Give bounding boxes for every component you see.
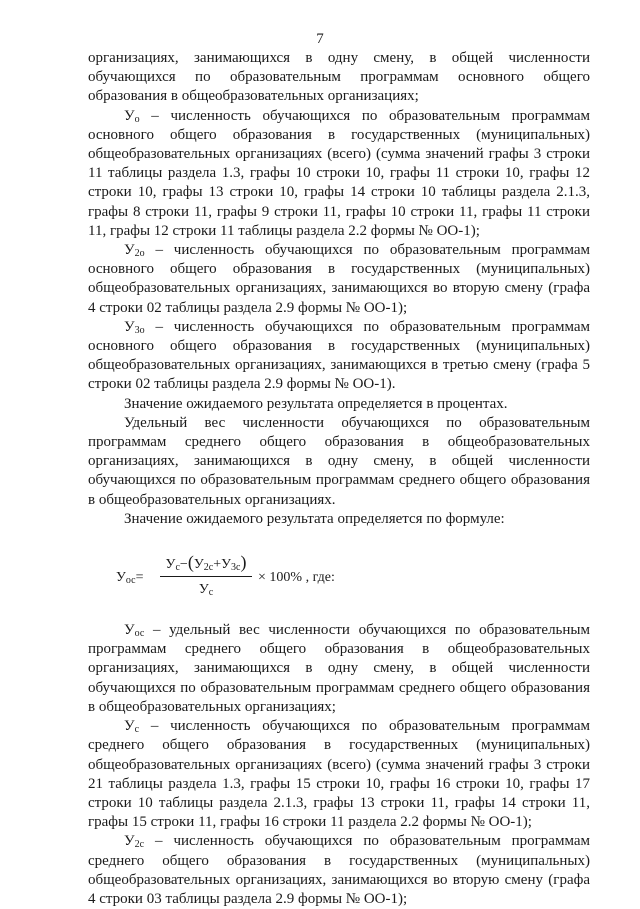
variable-symbol: $У_{3о}$ xyxy=(124,318,145,336)
variable-symbol: $У_о$ xyxy=(124,107,140,125)
paragraph: организациях, занимающихся в одну смену, в общей численности обучающихся по образовательным программам основного общего образования в общеобразовательных организациях; xyxy=(88,50,590,105)
formula-lhs: $У_{ос}=$ xyxy=(116,570,144,587)
definition-paragraph: $У_о$ – численность обучающихся по образовательным программам основного общего образования в государственных (муниципальных) общеобразовательных организациях (всего) (сумма значений графы 3 строки 11 таблицы раздела 1.3, графы 10 строки 10, графы 11 строки 10, графы 12 строки 10, графы 13 строки 10, графы 14 строки 10 таблицы раздела 2.1.3, графы 8 строки 11, графы 9 строки 11, графы 10 строки 11, графы 11 строки 11, графы 12 строки 11 таблицы раздела 2.2 формы № ОО-1); xyxy=(88,107,590,239)
paragraph: Значение ожидаемого результата определяется по формуле: xyxy=(124,510,505,527)
paragraph: Значение ожидаемого результата определяется в процентах. xyxy=(124,395,508,412)
definition-paragraph: $У_с$ – численность обучающихся по образовательным программам среднего общего образования в государственных (муниципальных) общеобразовательных организациях (всего) (сумма значений графы 3 строки 21 таблицы раздела 1.3, графы 15 строки 10, графы 16 строки 10, графы 17 строки 10 таблицы раздела 2.1.3, графы 13 строки 11, графы 14 строки 11, графы 15 строки 11, графы 16 строки 11 раздела 2.2 формы № ОО-1); xyxy=(88,718,590,831)
variable-symbol: $У_{2с}$ xyxy=(124,833,145,851)
paragraph: Удельный вес численности обучающихся по образовательным программам среднего общего образования в общеобразовательных организациях, занимающихся в одну смену, в общей численности обучающихся по образовательным программам среднего общего образования в общеобразовательных организациях. xyxy=(88,414,590,508)
document-body xyxy=(88,49,590,909)
definition-paragraph: $У_{2о}$ – численность обучающихся по образовательным программам основного общего образования в государственных (муниципальных) общеобразовательных организациях, занимающихся во вторую смену (графа 4 строки 02 таблицы раздела 2.9 формы № ОО-1); xyxy=(88,242,590,316)
variable-symbol: $У_{ос}$ xyxy=(124,622,145,640)
formula-numerator: $У_с-(У_{2с}+У_{3с})$ xyxy=(165,552,247,574)
formula xyxy=(88,553,590,605)
formula-denominator: $У_с$ xyxy=(198,582,214,599)
variable-symbol: $У_{2о}$ xyxy=(124,242,145,260)
formula-fraction xyxy=(158,553,254,599)
variable-symbol: $У_с$ xyxy=(124,718,140,736)
formula-rhs: × 100% , где: xyxy=(258,570,335,586)
page-number: 7 xyxy=(316,31,324,47)
definition-paragraph: $У_{ос}$ – удельный вес численности обучающихся по образовательным программам среднего общего образования в общеобразовательных организациях, занимающихся в одну смену, в общей численности обучающихся по образовательным программам среднего общего образования в общеобразовательных организациях; xyxy=(88,622,590,715)
definition-paragraph: $У_{2с}$ – численность обучающихся по образовательным программам среднего общего образования в государственных (муниципальных) общеобразовательных организациях, занимающихся во вторую смену (графа 4 строки 03 таблицы раздела 2.9 формы № ОО-1); xyxy=(88,833,590,907)
definition-paragraph: $У_{3о}$ – численность обучающихся по образовательным программам основного общего образования в государственных (муниципальных) общеобразовательных организациях, занимающихся в третью смену (графа 5 строки 02 таблицы раздела 2.9 формы № ОО-1). xyxy=(88,318,590,393)
